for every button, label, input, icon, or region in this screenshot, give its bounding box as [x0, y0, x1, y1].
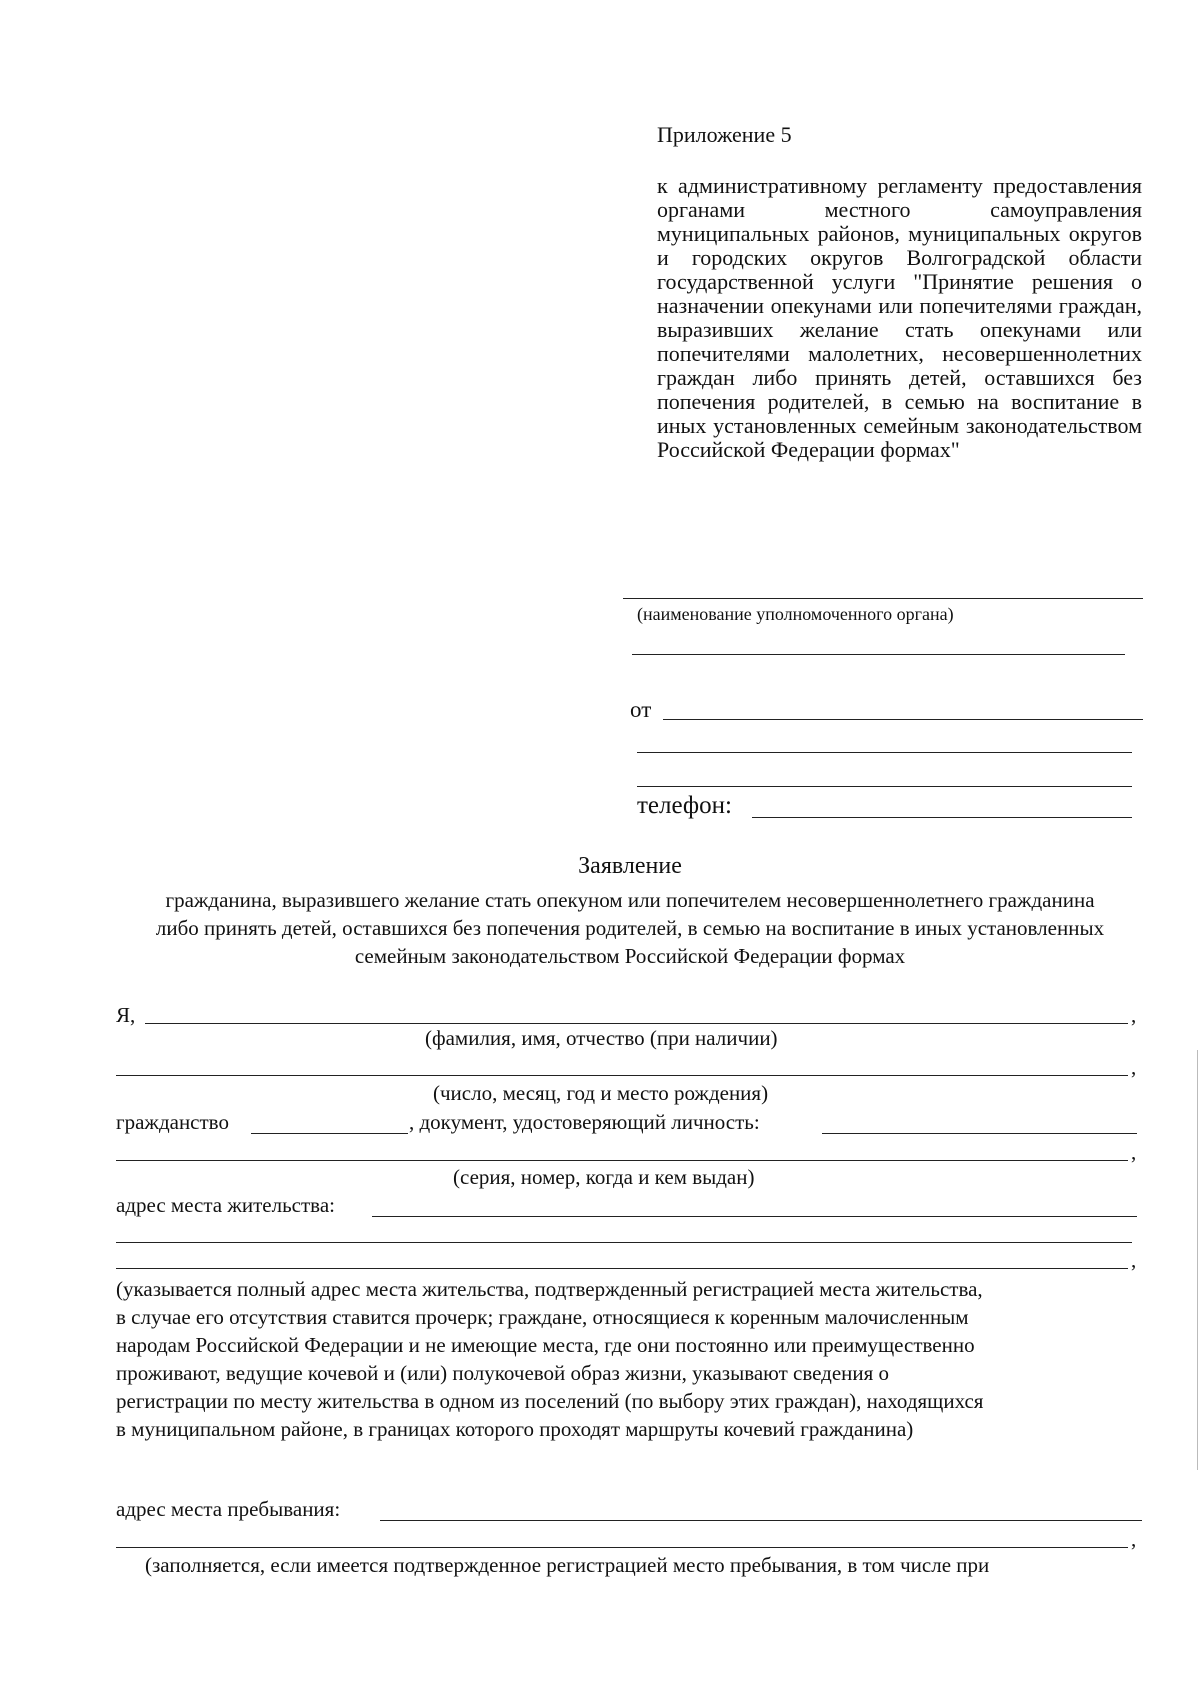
id-document-line[interactable] — [822, 1133, 1137, 1134]
from-label: от — [630, 697, 652, 722]
i-label: Я, — [116, 1003, 136, 1027]
stay-line-1[interactable] — [380, 1520, 1142, 1521]
appendix-reference: к административному регламенту предоставления органами местного самоуправления муниципальных районов, муниципальных округов и городских округов Волгоградской области государственной услуги "Принятие решения о назначении опекунами или попечителями граждан, выразивших желание стать опекунами или попечителями малолетних, несовершеннолетних граждан либо принять детей, оставшихся без попечения родителей, в семью на воспитание в иных установленных семейным законодательством Российской Федерации формах" — [657, 173, 1142, 462]
residence-label: адрес места жительства: — [116, 1193, 335, 1217]
id-document-label: , документ, удостоверяющий личность: — [409, 1110, 760, 1134]
comma: , — [1131, 1055, 1137, 1079]
full-name-line[interactable] — [145, 1023, 1128, 1024]
from-line-2[interactable] — [637, 752, 1132, 753]
comma: , — [1131, 1003, 1137, 1027]
authority-name-line[interactable] — [623, 598, 1143, 599]
from-line-3[interactable] — [637, 786, 1132, 787]
citizenship-line[interactable] — [251, 1133, 408, 1134]
scan-edge — [1197, 1050, 1198, 1470]
comma: , — [1131, 1140, 1137, 1164]
document-title: Заявление — [578, 853, 682, 879]
residence-line-1[interactable] — [372, 1216, 1137, 1217]
id-caption: (серия, номер, когда и кем выдан) — [453, 1165, 755, 1189]
citizenship-label: гражданство — [116, 1110, 229, 1134]
stay-line-2[interactable] — [116, 1547, 1128, 1548]
comma: , — [1131, 1248, 1137, 1272]
id-document-line-2[interactable] — [116, 1160, 1128, 1161]
comma: , — [1131, 1527, 1137, 1551]
from-line-1[interactable] — [663, 719, 1143, 720]
phone-label: телефон: — [637, 792, 732, 819]
residence-line-3[interactable] — [116, 1268, 1128, 1269]
birth-line[interactable] — [116, 1075, 1128, 1076]
authority-name-line-2[interactable] — [632, 654, 1125, 655]
stay-label: адрес места пребывания: — [116, 1497, 341, 1521]
full-name-caption: (фамилия, имя, отчество (при наличии) — [425, 1026, 778, 1050]
authority-name-caption: (наименование уполномоченного органа) — [637, 604, 954, 624]
phone-line[interactable] — [752, 817, 1132, 818]
appendix-title: Приложение 5 — [657, 122, 792, 147]
residence-line-2[interactable] — [116, 1242, 1132, 1243]
document-subtitle: гражданина, выразившего желание стать опекуном или попечителем несовершеннолетнего гражданина либо принять детей, оставшихся без попечения родителей, в семью на воспитание в иных установленных семейным законодательством Российской Федерации формах — [155, 888, 1105, 968]
residence-note: (указывается полный адрес места жительства, подтвержденный регистрацией места жительства, в случае его отсутствия ставится прочерк; граждане, относящиеся к коренным малочисленным народам Российской Федерации и не имеющие места, где они постоянно или преимущественно проживают, ведущие кочевой и (или) полукочевой образ жизни, указывают сведения о регистрации по месту жительства в одном из поселений (по выбору этих граждан), находящихся в муниципальном районе, в границах которого проходят маршруты кочевий гражданина) — [116, 1277, 984, 1441]
stay-note: (заполняется, если имеется подтвержденное регистрацией место пребывания, в том числе при — [145, 1553, 990, 1577]
birth-caption: (число, месяц, год и место рождения) — [433, 1081, 769, 1105]
